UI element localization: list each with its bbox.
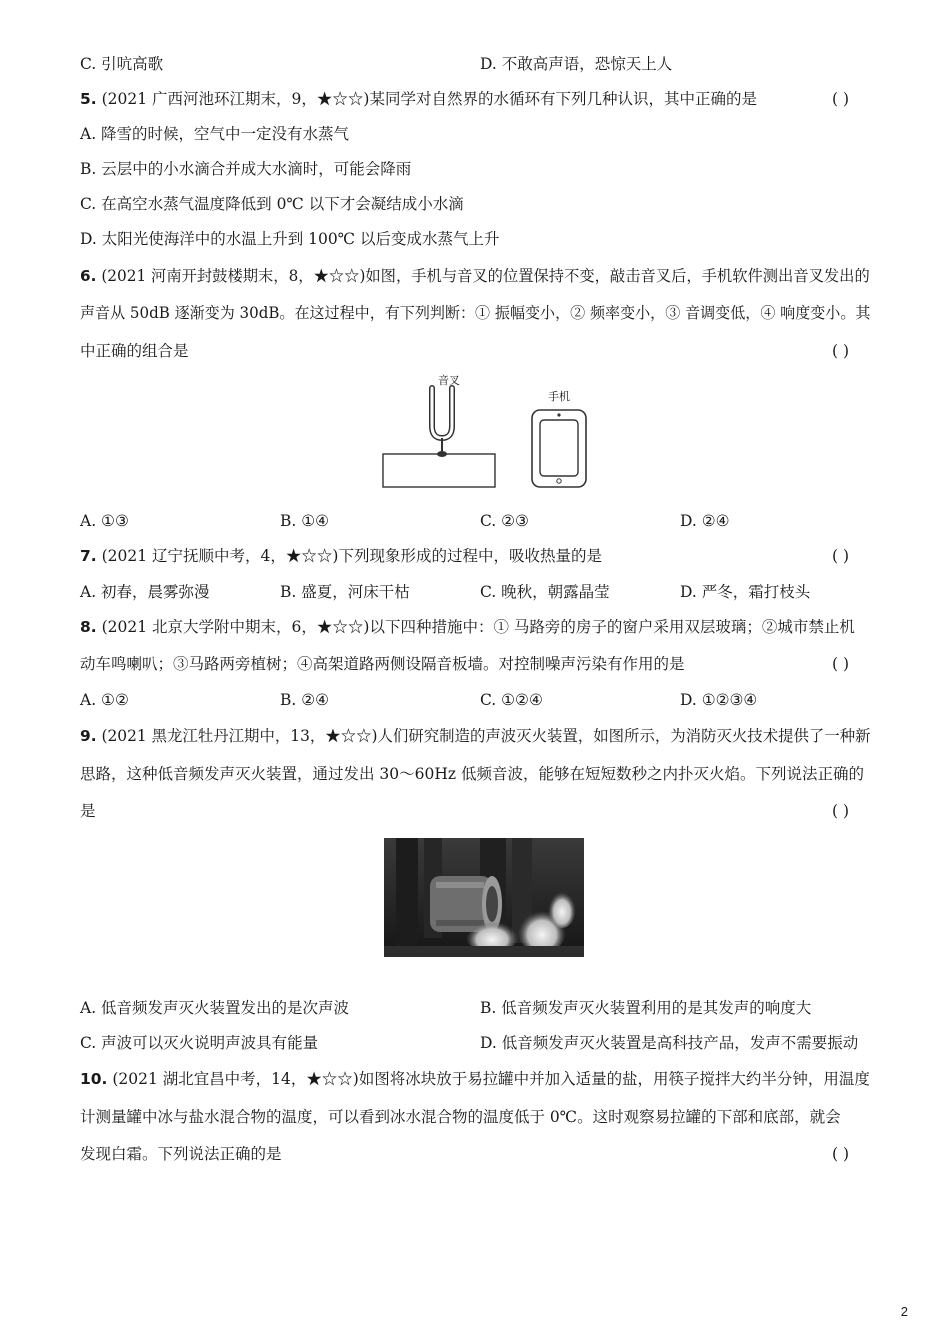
q5-option-a[interactable]: A. 降雪的时候，空气中一定没有水蒸气 [80, 125, 350, 143]
sonic-extinguisher-photo [384, 838, 584, 957]
q8-number: 8. [80, 618, 97, 636]
q8-stem-line-1 [80, 617, 855, 637]
fork-phone-illustration [380, 374, 610, 494]
q5-stem [80, 89, 757, 109]
q8-stem-text-1: (2021 北京大学附中期末，6，★☆☆)以下四种措施中：① 马路旁的房子的窗户采用双层玻璃；②城市禁止机 [101, 618, 855, 636]
q6-stem-text-1: (2021 河南开封鼓楼期末，8，★☆☆)如图，手机与音叉的位置保持不变，敲击音叉后，手机软件测出音叉发出的 [101, 267, 870, 285]
q10-stem-line-2: 计测量罐中冰与盐水混合物的温度，可以看到冰水混合物的温度低于 0℃。这时观察易拉罐的下部和底部，就会 [80, 1108, 841, 1126]
fork-label: 音叉 [438, 374, 460, 387]
resonator-box [383, 454, 495, 487]
q5-stem-text: (2021 广西河池环江期末，9，★☆☆)某同学对自然界的水循环有下列几种认识，其中正确的是 [101, 90, 757, 108]
q8-option-c[interactable]: C. ①②④ [480, 691, 543, 709]
page-number: 2 [900, 1304, 908, 1319]
q6-number: 6. [80, 267, 97, 285]
q4-option-c[interactable]: C. 引吭高歌 [80, 55, 164, 73]
q8-stem-line-2: 动车鸣喇叭；③马路两旁植树；④高架道路两侧设隔音板墙。对控制噪声污染有作用的是 [80, 655, 685, 673]
q6-stem-line-1 [80, 266, 870, 286]
q7-option-c[interactable]: C. 晚秋，朝露晶莹 [480, 583, 610, 601]
phone-label: 手机 [548, 390, 570, 403]
q5-option-b[interactable]: B. 云层中的小水滴合并成大水滴时，可能会降雨 [80, 160, 412, 178]
q7-option-b[interactable]: B. 盛夏，河床干枯 [280, 583, 410, 601]
q8-answer-paren[interactable]: ( ) [832, 655, 850, 673]
q5-option-c[interactable]: C. 在高空水蒸气温度降低到 0℃ 以下才会凝结成小水滴 [80, 195, 464, 213]
q10-answer-paren[interactable]: ( ) [832, 1145, 850, 1163]
q8-option-d[interactable]: D. ①②③④ [680, 691, 758, 709]
q9-option-d[interactable]: D. 低音频发声灭火装置是高科技产品，发声不需要振动 [480, 1034, 859, 1052]
q7-number: 7. [80, 547, 97, 565]
q9-photo [384, 838, 584, 957]
tuning-fork-icon [432, 388, 452, 438]
q8-option-b[interactable]: B. ②④ [280, 691, 330, 709]
q6-option-d[interactable]: D. ②④ [680, 512, 730, 530]
q6-stem-line-3: 中正确的组合是 [80, 342, 189, 360]
q6-option-b[interactable]: B. ①④ [280, 512, 330, 530]
q5-option-d[interactable]: D. 太阳光使海洋中的水温上升到 100℃ 以后变成水蒸气上升 [80, 230, 500, 248]
q9-stem-line-1 [80, 726, 871, 746]
q7-answer-paren[interactable]: ( ) [832, 547, 850, 565]
q7-option-d[interactable]: D. 严冬，霜打枝头 [680, 583, 811, 601]
q4-option-d[interactable]: D. 不敢高声语，恐惊天上人 [480, 55, 673, 73]
q6-option-a[interactable]: A. ①③ [80, 512, 129, 530]
q5-answer-paren[interactable]: ( ) [832, 90, 850, 108]
q7-stem-text: (2021 辽宁抚顺中考，4，★☆☆)下列现象形成的过程中，吸收热量的是 [101, 547, 602, 565]
q5-number: 5. [80, 90, 97, 108]
q6-stem-line-2: 声音从 50dB 逐渐变为 30dB。在这过程中，有下列判断：① 振幅变小，② 频率变小，③ 音调变低，④ 响度变小。其 [80, 304, 871, 322]
q10-stem-line-1 [80, 1069, 870, 1089]
q9-option-b[interactable]: B. 低音频发声灭火装置利用的是其发声的响度大 [480, 999, 812, 1017]
q9-stem-line-3: 是 [80, 802, 96, 820]
q6-figure [380, 374, 610, 494]
q7-option-a[interactable]: A. 初春，晨雾弥漫 [80, 583, 210, 601]
q9-stem-line-2: 思路，这种低音频发声灭火装置，通过发出 30～60Hz 低频音波，能够在短短数秒之内扑灭火焰。下列说法正确的 [80, 765, 864, 783]
q6-option-c[interactable]: C. ②③ [480, 512, 529, 530]
q10-stem-text-1: (2021 湖北宜昌中考，14，★☆☆)如图将冰块放于易拉罐中并加入适量的盐，用筷子搅拌大约半分钟，用温度 [112, 1070, 870, 1088]
q7-stem [80, 546, 602, 566]
q6-answer-paren[interactable]: ( ) [832, 342, 850, 360]
q8-option-a[interactable]: A. ①② [80, 691, 129, 709]
q9-stem-text-1: (2021 黑龙江牡丹江期中，13，★☆☆)人们研究制造的声波灭火装置，如图所示，为消防灭火技术提供了一种新 [101, 727, 871, 745]
q10-number: 10. [80, 1070, 108, 1088]
q9-option-c[interactable]: C. 声波可以灭火说明声波具有能量 [80, 1034, 319, 1052]
q9-answer-paren[interactable]: ( ) [832, 802, 850, 820]
q9-option-a[interactable]: A. 低音频发声灭火装置发出的是次声波 [80, 999, 350, 1017]
q10-stem-line-3: 发现白霜。下列说法正确的是 [80, 1145, 282, 1163]
q9-number: 9. [80, 727, 97, 745]
fork-stem-base [437, 451, 447, 457]
